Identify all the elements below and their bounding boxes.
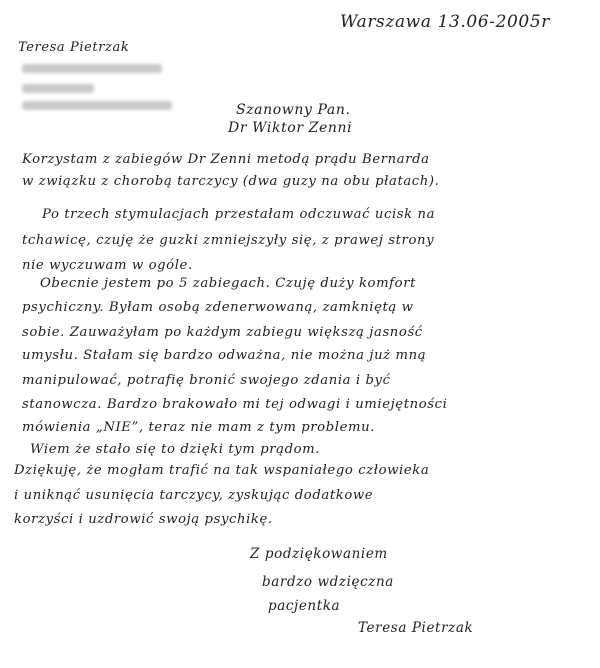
redacted-city-line bbox=[22, 84, 94, 93]
body-line: nie wyczuwam w ogóle. bbox=[22, 258, 193, 273]
sender-name: Teresa Pietrzak bbox=[18, 40, 130, 55]
redacted-phone-line bbox=[22, 101, 172, 110]
body-line: sobie. Zauważyłam po każdym zabiegu większą jasność bbox=[22, 325, 423, 340]
body-line: Po trzech stymulacjach przestałam odczuwać ucisk na bbox=[42, 207, 436, 222]
body-line: psychiczny. Byłam osobą zdenerwowaną, zamkniętą w bbox=[22, 300, 414, 315]
recipient-name: Dr Wiktor Zenni bbox=[228, 120, 353, 136]
body-line: i uniknąć usunięcia tarczycy, zyskując dodatkowe bbox=[14, 488, 374, 503]
closing-line: bardzo wdzięczna bbox=[262, 574, 394, 590]
body-line: mówienia „NIE”, teraz nie mam z tym problemu. bbox=[22, 420, 375, 435]
redacted-address-line bbox=[22, 64, 162, 73]
body-line: Korzystam z zabiegów Dr Zenni metodą prądu Bernarda bbox=[22, 152, 430, 167]
closing-line: pacjentka bbox=[268, 598, 341, 614]
body-line: tchawicę, czuję że guzki zmniejszyły się, z prawej strony bbox=[22, 233, 435, 248]
signature: Teresa Pietrzak bbox=[358, 620, 474, 636]
letter-date: Warszawa 13.06-2005r bbox=[340, 12, 550, 32]
body-line: umysłu. Stałam się bardzo odważna, nie można już mną bbox=[22, 348, 427, 363]
salutation-line: Szanowny Pan. bbox=[236, 102, 351, 118]
body-line: stanowcza. Bardzo brakowało mi tej odwagi i umiejętności bbox=[22, 397, 448, 412]
body-line: korzyści i uzdrowić swoją psychikę. bbox=[14, 512, 273, 527]
body-line: Obecnie jestem po 5 zabiegach. Czuję duży komfort bbox=[40, 276, 417, 291]
body-line: Wiem że stało się to dzięki tym prądom. bbox=[30, 442, 321, 457]
closing-line: Z podziękowaniem bbox=[250, 546, 388, 562]
body-line: Dziękuję, że mogłam trafić na tak wspaniałego człowieka bbox=[14, 463, 430, 478]
body-line: manipulować, potrafię bronić swojego zdania i być bbox=[22, 373, 391, 388]
body-line: w związku z chorobą tarczycy (dwa guzy na obu płatach). bbox=[22, 174, 440, 189]
